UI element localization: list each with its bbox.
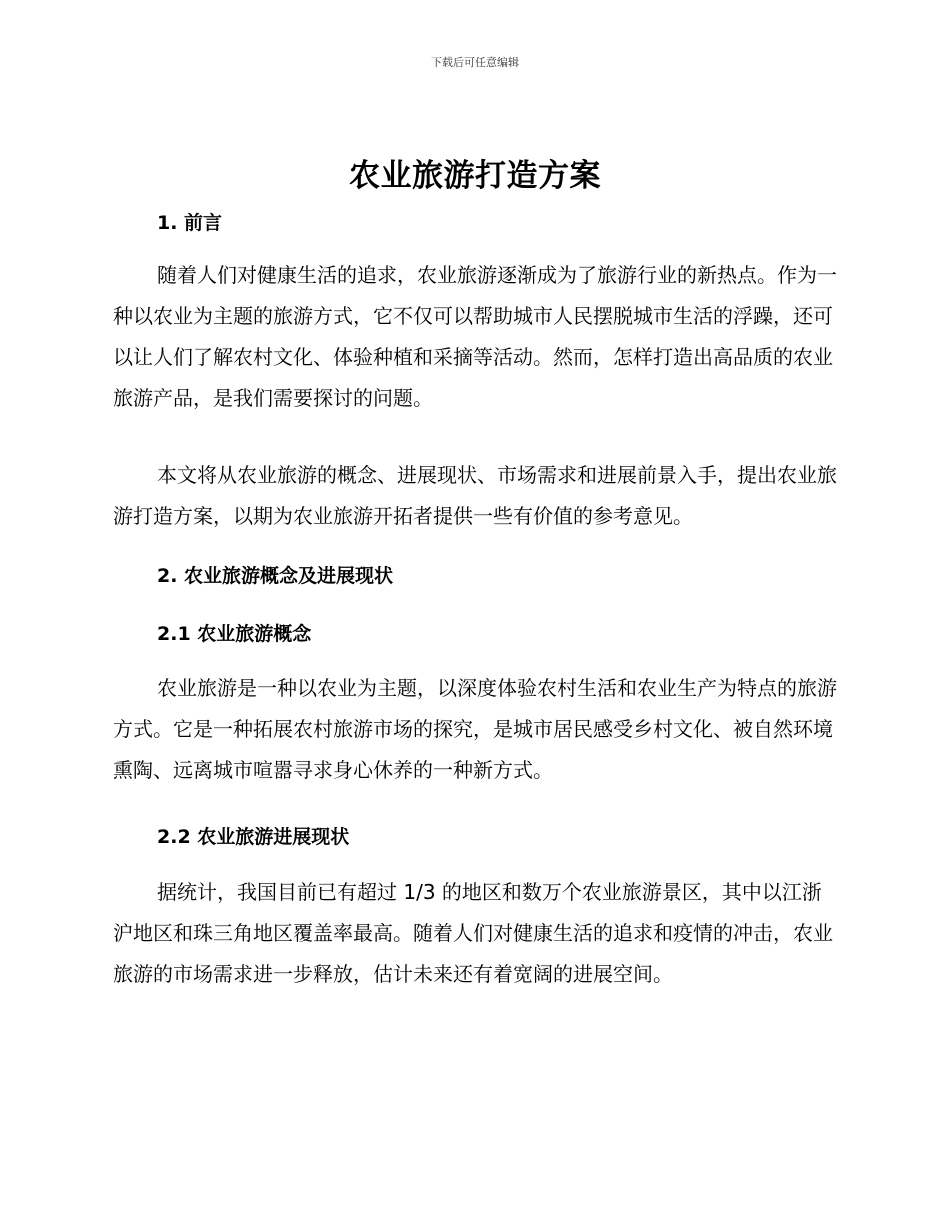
section-heading-preface: 1. 前言 (157, 212, 223, 234)
paragraph-status: 据统计，我国目前已有超过 1/3 的地区和数万个农业旅游景区，其中以江浙沪地区和珠三角地区覆盖率最高。随着人们对健康生活的追求和疫情的冲击，农业旅游的市场需求进一步释放，估计未来还有着宽阔的进展空间。 (113, 880, 833, 986)
subsection-heading-concept: 2.1 农业旅游概念 (157, 623, 312, 645)
document-title: 农业旅游打造方案 (349, 158, 601, 194)
section-heading-concept-status: 2. 农业旅游概念及进展现状 (157, 565, 394, 587)
paragraph-preface-1: 随着人们对健康生活的追求，农业旅游逐渐成为了旅游行业的新热点。作为一种以农业为主题的旅游方式，它不仅可以帮助城市人民摆脱城市生活的浮躁，还可以让人们了解农村文化、体验种植和采摘等活动。然而，怎样打造出高品质的农业旅游产品，是我们需要探讨的问题。 (113, 263, 837, 410)
paragraph-concept: 农业旅游是一种以农业为主题，以深度体验农村生活和农业生产为特点的旅游方式。它是一种拓展农村旅游市场的探究，是城市居民感受乡村文化、被自然环境熏陶、远离城市喧嚣寻求身心休养的一种新方式。 (113, 676, 837, 782)
page-header-note: 下载后可任意编辑 (431, 56, 519, 69)
subsection-heading-status: 2.2 农业旅游进展现状 (157, 826, 350, 848)
paragraph-preface-2: 本文将从农业旅游的概念、进展现状、市场需求和进展前景入手，提出农业旅游打造方案，以期为农业旅游开拓者提供一些有价值的参考意见。 (113, 463, 837, 528)
